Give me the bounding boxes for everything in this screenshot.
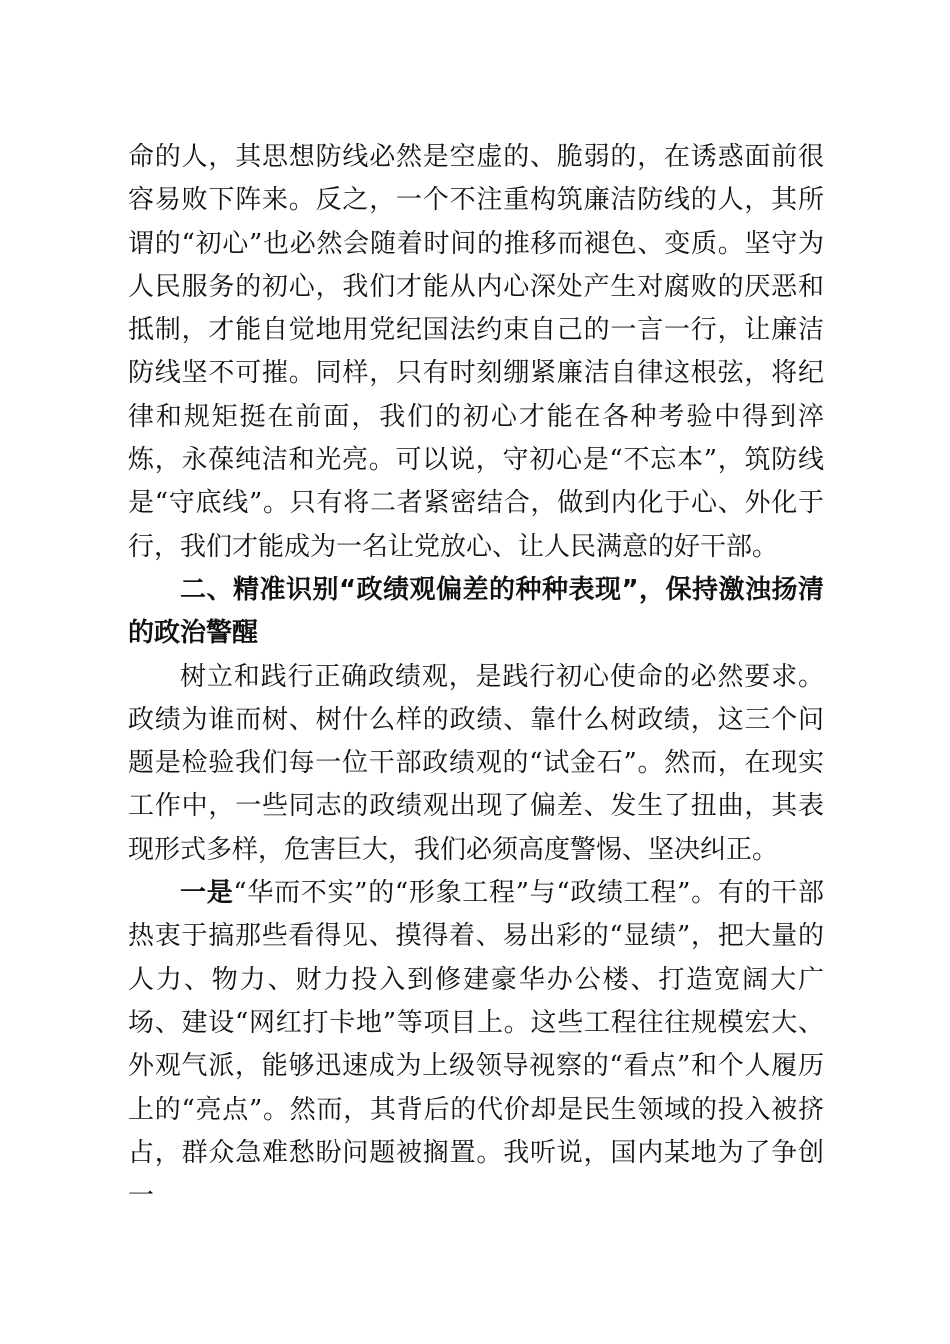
section-heading: 二、精准识别“政绩观偏差的种种表现”，保持激浊扬清的政治警醒 [128, 574, 824, 649]
point-1-text: “华而不实”的“形象工程”与“政绩工程”。有的干部热衷于搞那些看得见、摸得着、易出彩的“显绩”，把大量的人力、物力、财力投入到修建豪华办公楼、打造宽阔大广场、建设“网红打卡地”等项目上。这些工程往往规模宏大、外观气派，能够迅速成为上级领导视察的“看点”和个人履历上的“亮点”。然而，其背后的代价却是民生领域的投入被挤占，群众急难愁盼问题被搁置。我听说，国内某地为了争创一 [128, 878, 824, 1212]
paragraph-continuation: 命的人，其思想防线必然是空虚的、脆弱的，在诱惑面前很容易败下阵来。反之，一个不注重构筑廉洁防线的人，其所谓的“初心”也必然会随着时间的推移而褪色、变质。坚守为人民服务的初心，我们才能从内心深处产生对腐败的厌恶和抵制，才能自觉地用党纪国法约束自己的一言一行，让廉洁防线坚不可摧。同样，只有时刻绷紧廉洁自律这根弦，将纪律和规矩挺在前面，我们的初心才能在各种考验中得到淬炼，永葆纯洁和光亮。可以说，守初心是“不忘本”，筑防线是“守底线”。只有将二者紧密结合，做到内化于心、外化于行，我们才能成为一名让党放心、让人民满意的好干部。 [128, 142, 824, 562]
point-1-lead: 一是 [180, 878, 234, 909]
document-body [128, 136, 824, 1218]
paragraph-point-1 [128, 872, 824, 1218]
paragraph-intro: 树立和践行正确政绩观，是践行初心使命的必然要求。政绩为谁而树、树什么样的政绩、靠什么树政绩，这三个问题是检验我们每一位干部政绩观的“试金石”。然而，在现实工作中，一些同志的政绩观出现了偏差、发生了扭曲，其表现形式多样，危害巨大，我们必须高度警惕、坚决纠正。 [128, 661, 824, 865]
